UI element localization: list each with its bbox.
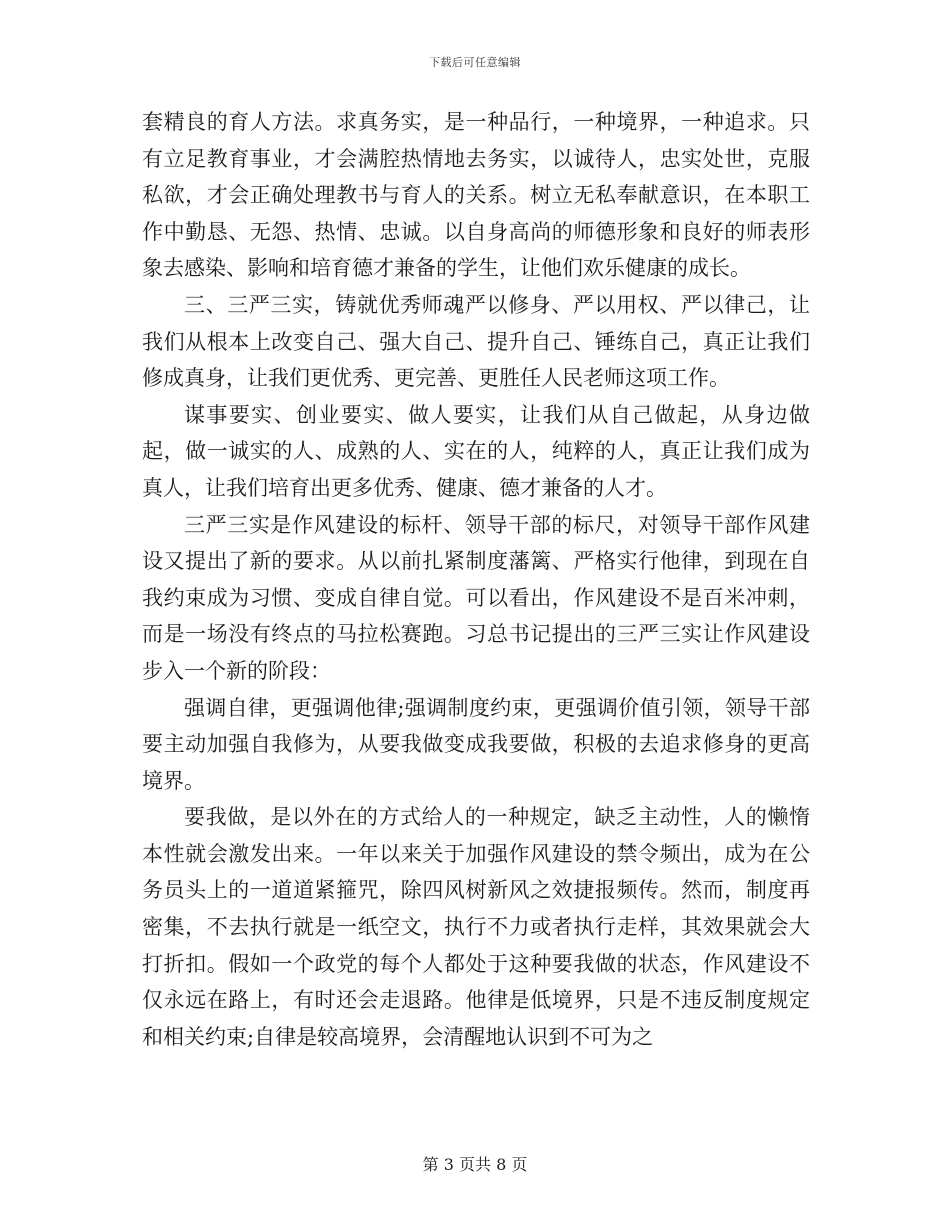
paragraph-2: 三、三严三实，铸就优秀师魂严以修身、严以用权、严以律己，让我们从根本上改变自己、强大自己、提升自己、锤练自己，真正让我们修成真身，让我们更优秀、更完善、更胜任人民老师这项工作。: [142, 292, 810, 391]
document-body: [142, 104, 810, 1055]
paragraph-5: 强调自律，更强调他律;强调制度约束，更强调价值引领，领导干部要主动加强自我修为，从要我做变成我要做，积极的去追求修身的更高境界。: [142, 695, 810, 793]
paragraph-4: 三严三实是作风建设的标杆、领导干部的标尺，对领导干部作风建设又提出了新的要求。从以前扎紧制度藩篱、严格实行他律，到现在自我约束成为习惯、变成自律自觉。可以看出，作风建设不是百米冲刺，而是一场没有终点的马拉松赛跑。习总书记提出的三严三实让作风建设步入一个新的阶段：: [142, 512, 810, 683]
paragraph-3: 谋事要实、创业要实、做人要实，让我们从自己做起，从身边做起，做一诚实的人、成熟的人、实在的人，纯粹的人，真正让我们成为真人，让我们培育出更多优秀、健康、德才兼备的人才。: [142, 402, 810, 500]
paragraph-6: 要我做，是以外在的方式给人的一种规定，缺乏主动性，人的懒惰本性就会激发出来。一年以来关于加强作风建设的禁令频出，成为在公务员头上的一道道紧箍咒，除四风树新风之效捷报频传。然而，制度再密集，不去执行就是一纸空文，执行不力或者执行走样，其效果就会大打折扣。假如一个政党的每个人都处于这种要我做的状态，作风建设不仅永远在路上，有时还会走退路。他律是低境界，只是不违反制度规定和相关约束;自律是较高境界，会清醒地认识到不可为之: [142, 805, 810, 1049]
page-number: 第 3 页共 8 页: [422, 1155, 528, 1174]
paragraph-1: 套精良的育人方法。求真务实，是一种品行，一种境界，一种追求。只有立足教育事业，才会满腔热情地去务实，以诚待人，忠实处世，克服私欲，才会正确处理教书与育人的关系。树立无私奉献意识，在本职工作中勤恳、无怨、热情、忠诚。以自身高尚的师德形象和良好的师表形象去感染、影响和培育德才兼备的学生，让他们欢乐健康的成长。: [142, 110, 810, 281]
page-header: 下载后可任意编辑: [429, 56, 521, 69]
